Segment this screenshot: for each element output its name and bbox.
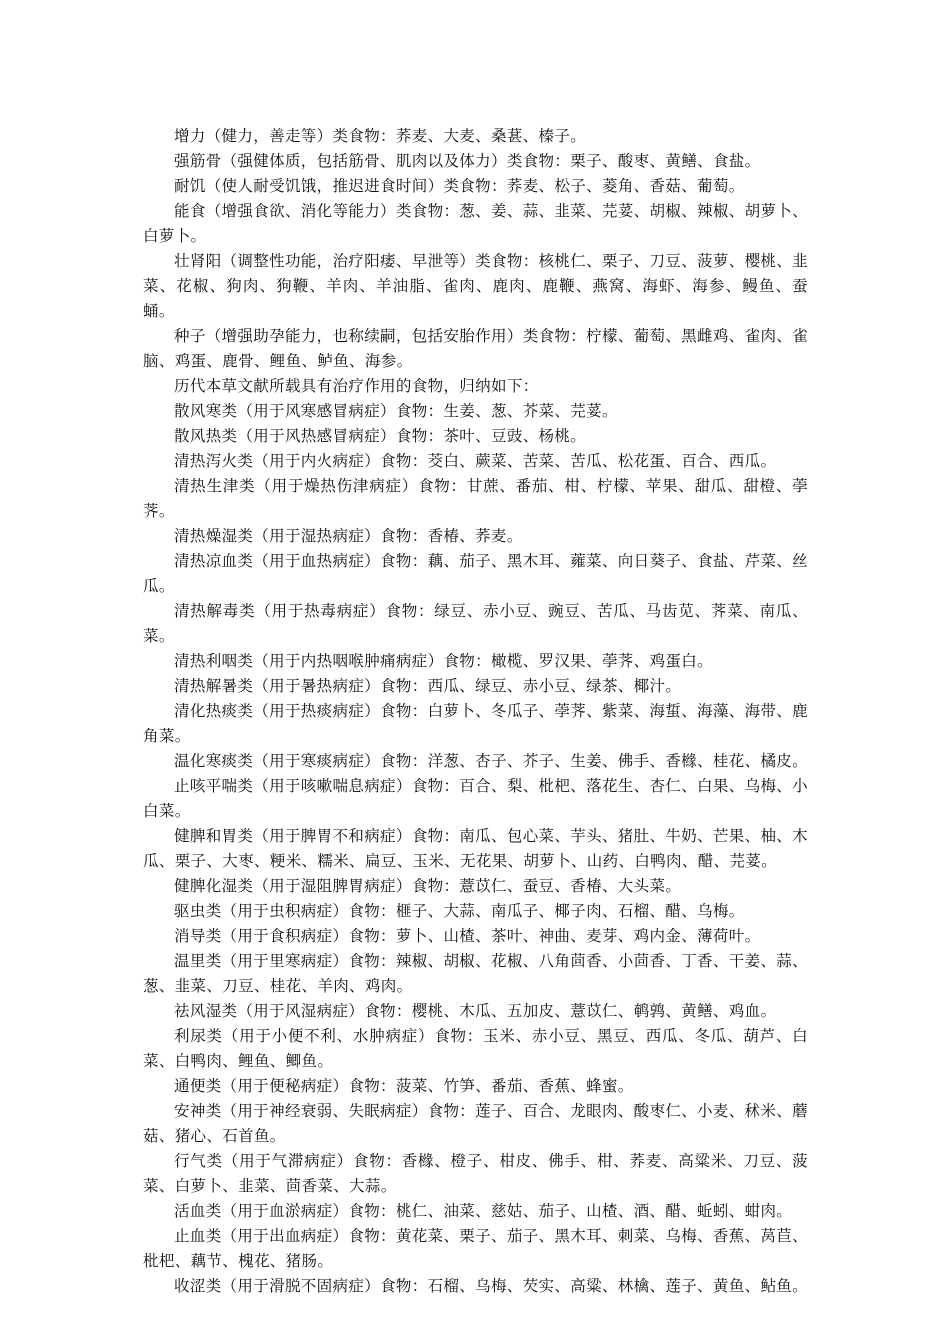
paragraph: 止血类（用于出血病症）食物：黄花菜、栗子、茄子、黑木耳、刺菜、乌梅、香蕉、莴苣、枇杷、藕节、槐花、猪肠。: [143, 1227, 809, 1270]
paragraph: 通便类（用于便秘病症）食物：菠菜、竹笋、番茄、香蕉、蜂蜜。: [174, 1077, 634, 1095]
paragraph: 清热凉血类（用于血热病症）食物：藕、茄子、黑木耳、蕹菜、向日葵子、食盐、芹菜、丝瓜。: [143, 552, 809, 595]
paragraph: 清化热痰类（用于热痰病症）食物：白萝卜、冬瓜子、荸荠、紫菜、海蜇、海藻、海带、鹿角菜。: [143, 702, 809, 745]
paragraph: 散风寒类（用于风寒感冒病症）食物：生姜、葱、芥菜、芫荽。: [174, 402, 618, 420]
paragraph: 清热解暑类（用于暑热病症）食物：西瓜、绿豆、赤小豆、绿茶、椰汁。: [174, 677, 682, 695]
paragraph: 收涩类（用于滑脱不固病症）食物：石榴、乌梅、芡实、高粱、林檎、莲子、黄鱼、鲇鱼。: [174, 1277, 809, 1295]
document-body: [143, 124, 808, 1299]
paragraph: 历代本草文献所载具有治疗作用的食物，归纳如下：: [174, 377, 539, 395]
paragraph: 清热燥湿类（用于湿热病症）食物：香椿、荞麦。: [174, 527, 523, 545]
paragraph: 活血类（用于血淤病症）食物：桃仁、油菜、慈姑、茄子、山楂、酒、醋、蚯蚓、蚶肉。: [174, 1202, 793, 1220]
paragraph: 温化寒痰类（用于寒痰病症）食物：洋葱、杏子、芥子、生姜、佛手、香橼、桂花、橘皮。: [174, 752, 809, 770]
paragraph: 壮肾阳（调整性功能，治疗阳痿、早泄等）类食物：核桃仁、栗子、刀豆、菠萝、樱桃、韭菜、花椒、狗肉、狗鞭、羊肉、羊油脂、雀肉、鹿肉、鹿鞭、燕窝、海虾、海参、鳗鱼、蚕蛹。: [143, 252, 809, 320]
paragraph: 强筋骨（强健体质，包括筋骨、肌肉以及体力）类食物：栗子、酸枣、黄鳝、食盐。: [174, 152, 761, 170]
paragraph: 行气类（用于气滞病症）食物：香橼、橙子、柑皮、佛手、柑、荞麦、高粱米、刀豆、菠菜、白萝卜、韭菜、茴香菜、大蒜。: [143, 1152, 808, 1195]
paragraph: 驱虫类（用于虫积病症）食物：榧子、大蒜、南瓜子、椰子肉、石榴、醋、乌梅。: [174, 902, 745, 920]
paragraph: 消导类（用于食积病症）食物：萝卜、山楂、茶叶、神曲、麦芽、鸡内金、薄荷叶。: [174, 927, 761, 945]
paragraph: 增力（健力，善走等）类食物：荞麦、大麦、桑葚、榛子。: [174, 127, 587, 145]
paragraph: 祛风湿类（用于风湿病症）食物：樱桃、木瓜、五加皮、薏苡仁、鹌鹑、黄鳝、鸡血。: [174, 1002, 777, 1020]
paragraph: 清热生津类（用于燥热伤津病症）食物：甘蔗、番茄、柑、柠檬、苹果、甜瓜、甜橙、荸荠。: [143, 477, 808, 520]
paragraph: 安神类（用于神经衰弱、失眠病症）食物：莲子、百合、龙眼肉、酸枣仁、小麦、秫米、蘑菇、猪心、石首鱼。: [143, 1102, 809, 1145]
paragraph: 止咳平喘类（用于咳嗽喘息病症）食物：百合、梨、枇杷、落花生、杏仁、白果、乌梅、小白菜。: [143, 777, 809, 820]
paragraph: 健脾和胃类（用于脾胃不和病症）食物：南瓜、包心菜、芋头、猪肚、牛奶、芒果、柚、木瓜、栗子、大枣、粳米、糯米、扁豆、玉米、无花果、胡萝卜、山药、白鸭肉、醋、芫荽。: [143, 827, 809, 870]
paragraph: 清热解毒类（用于热毒病症）食物：绿豆、赤小豆、豌豆、苦瓜、马齿苋、荠菜、南瓜、菜。: [143, 602, 808, 645]
paragraph: 散风热类（用于风热感冒病症）食物：茶叶、豆豉、杨桃。: [174, 427, 587, 445]
paragraph: 耐饥（使人耐受饥饿，推迟进食时间）类食物：荞麦、松子、菱角、香菇、葡萄。: [174, 177, 745, 195]
paragraph: 清热利咽类（用于内热咽喉肿痛病症）食物：橄榄、罗汉果、荸荠、鸡蛋白。: [174, 652, 713, 670]
paragraph: 温里类（用于里寒病症）食物：辣椒、胡椒、花椒、八角茴香、小茴香、丁香、干姜、蒜、葱、韭菜、刀豆、桂花、羊肉、鸡肉。: [143, 952, 809, 995]
paragraph: 种子（增强助孕能力，也称续嗣，包括安胎作用）类食物：柠檬、葡萄、黑雌鸡、雀肉、雀脑、鸡蛋、鹿骨、鲤鱼、鲈鱼、海参。: [143, 327, 809, 370]
paragraph: 能食（增强食欲、消化等能力）类食物：葱、姜、蒜、韭菜、芫荽、胡椒、辣椒、胡萝卜、白萝卜。: [143, 202, 809, 245]
paragraph: 清热泻火类（用于内火病症）食物：茭白、蕨菜、苦菜、苦瓜、松花蛋、百合、西瓜。: [174, 452, 777, 470]
paragraph: 利尿类（用于小便不利、水肿病症）食物：玉米、赤小豆、黑豆、西瓜、冬瓜、葫芦、白菜、白鸭肉、鲤鱼、鲫鱼。: [143, 1027, 808, 1070]
paragraph: 健脾化湿类（用于湿阻脾胃病症）食物：薏苡仁、蚕豆、香椿、大头菜。: [174, 877, 682, 895]
